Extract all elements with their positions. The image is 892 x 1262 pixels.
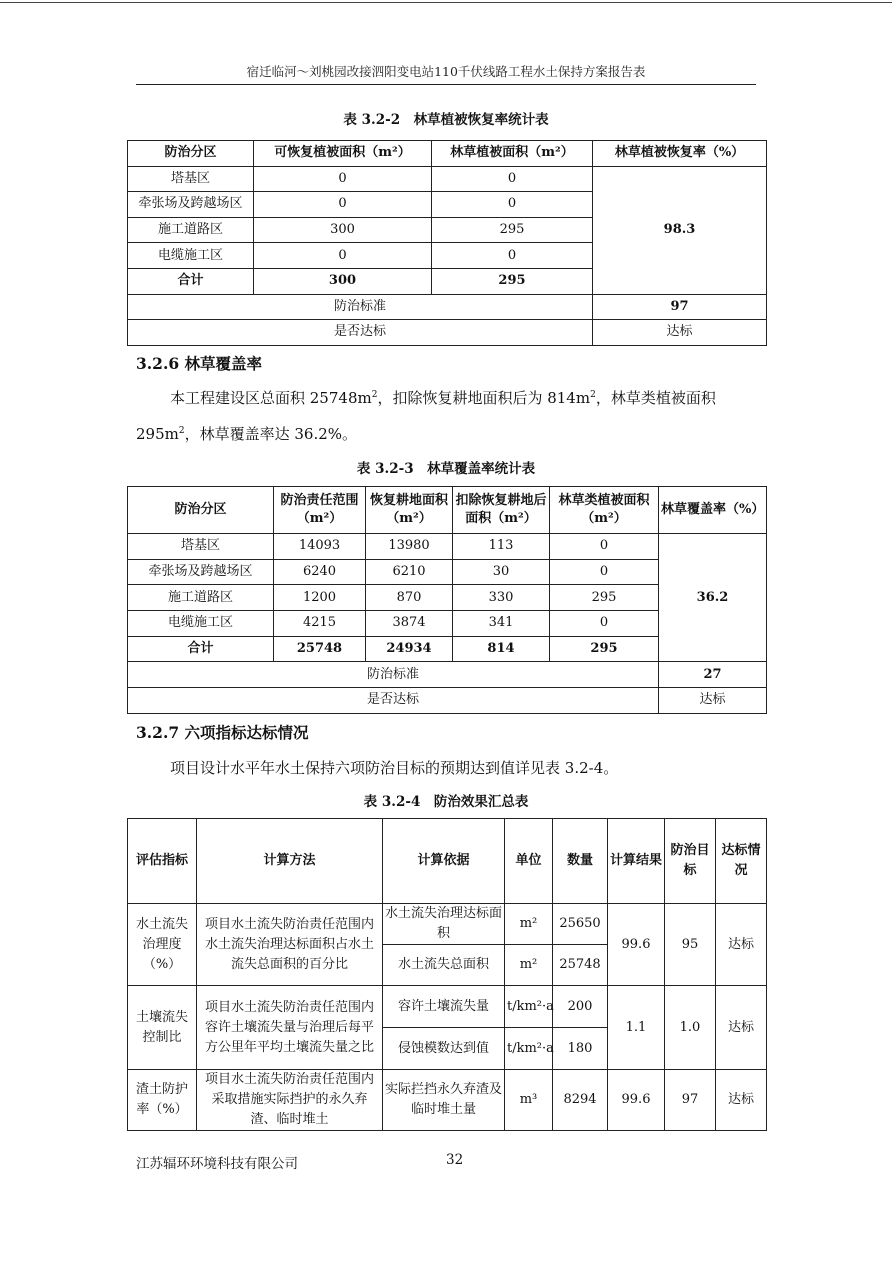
basis-cell: 实际拦挡永久弃渣及临时堆土量 — [383, 1070, 505, 1131]
superscript: 2 — [590, 390, 596, 400]
vegetation-coverage-table — [127, 486, 767, 714]
value-cell: 6240 — [274, 559, 366, 585]
header-cell: 评估指标 — [128, 819, 197, 904]
target-cell: 97 — [665, 1070, 716, 1131]
total-value: 25748 — [274, 636, 366, 662]
zone-cell: 电缆施工区 — [128, 243, 254, 269]
value-cell: 6210 — [366, 559, 453, 585]
header-cell: 达标情况 — [716, 819, 767, 904]
header-cell: 防治目标 — [665, 819, 716, 904]
value-cell: 14093 — [274, 534, 366, 560]
table1-caption: 表 3.2-2 林草植被恢复率统计表 — [343, 112, 549, 128]
unit-cell: m² — [505, 904, 553, 945]
result-cell: 99.6 — [608, 1070, 665, 1131]
header-cell: 数量 — [553, 819, 608, 904]
table-row — [128, 534, 767, 560]
table-row — [128, 904, 767, 945]
basis-cell: 水土流失总面积 — [383, 945, 505, 986]
basis-cell: 侵蚀模数达到值 — [383, 1028, 505, 1070]
section-heading-327: 3.2.7 六项指标达标情况 — [136, 723, 309, 742]
page-number: 32 — [446, 1152, 464, 1168]
value-cell: 0 — [432, 166, 593, 192]
basis-cell: 水土流失治理达标面积 — [383, 904, 505, 945]
recovery-rate-cell: 98.3 — [593, 166, 767, 294]
superscript: 2 — [371, 390, 378, 400]
header-cell: 林草覆盖率（%） — [659, 487, 767, 534]
table3-caption: 表 3.2-4 防治效果汇总表 — [363, 794, 529, 810]
header-cell: 计算方法 — [197, 819, 383, 904]
target-cell: 95 — [665, 904, 716, 986]
compliance-label: 是否达标 — [128, 320, 593, 346]
value-cell: 0 — [432, 192, 593, 218]
unit-cell: m³ — [505, 1070, 553, 1131]
header-cell: 林草植被面积（m²） — [432, 141, 593, 167]
header-cell: 防治责任范围（m²） — [274, 487, 366, 534]
text-run: ，林草类植被面积 295m — [136, 389, 716, 443]
control-effect-summary-table — [127, 818, 767, 1131]
section-326-paragraph — [136, 380, 760, 452]
status-cell: 达标 — [716, 1070, 767, 1131]
page-top-border — [0, 2, 892, 3]
compliance-label: 是否达标 — [128, 688, 659, 714]
indicator-cell: 渣土防护率（%） — [128, 1070, 197, 1131]
standard-value: 97 — [593, 294, 767, 320]
total-value: 24934 — [366, 636, 453, 662]
table-header-row — [128, 141, 767, 167]
value-cell: 300 — [254, 217, 432, 243]
value-cell: 13980 — [366, 534, 453, 560]
compliance-value: 达标 — [659, 688, 767, 714]
unit-cell: t/km²·a — [505, 986, 553, 1028]
value-cell: 0 — [432, 243, 593, 269]
status-cell: 达标 — [716, 904, 767, 986]
total-value: 295 — [432, 268, 593, 294]
header-rule — [136, 84, 756, 85]
header-cell: 林草类植被面积（m²） — [550, 487, 659, 534]
method-cell: 项目水土流失防治责任范围内容许土壤流失量与治理后每平方公里年平均土壤流失量之比 — [197, 986, 383, 1070]
value-cell: 0 — [550, 559, 659, 585]
standard-label: 防治标准 — [128, 662, 659, 688]
quantity-cell: 200 — [553, 986, 608, 1028]
standard-row — [128, 662, 767, 688]
quantity-cell: 25650 — [553, 904, 608, 945]
zone-cell: 牵张场及跨越场区 — [128, 559, 274, 585]
basis-cell: 容许土壤流失量 — [383, 986, 505, 1028]
zone-cell: 塔基区 — [128, 534, 274, 560]
result-cell: 99.6 — [608, 904, 665, 986]
header-cell: 林草植被恢复率（%） — [593, 141, 767, 167]
quantity-cell: 25748 — [553, 945, 608, 986]
total-label: 合计 — [128, 268, 254, 294]
compliance-value: 达标 — [593, 320, 767, 346]
total-value: 814 — [453, 636, 550, 662]
header-cell: 恢复耕地面积（m²） — [366, 487, 453, 534]
value-cell: 341 — [453, 611, 550, 637]
table-row — [128, 1070, 767, 1131]
value-cell: 3874 — [366, 611, 453, 637]
value-cell: 295 — [432, 217, 593, 243]
header-cell: 单位 — [505, 819, 553, 904]
total-value: 300 — [254, 268, 432, 294]
header-cell: 计算依据 — [383, 819, 505, 904]
header-cell: 扣除恢复耕地后面积（m²） — [453, 487, 550, 534]
zone-cell: 塔基区 — [128, 166, 254, 192]
compliance-row — [128, 688, 767, 714]
value-cell: 4215 — [274, 611, 366, 637]
text-run: ，扣除恢复耕地面积后为 814m — [377, 389, 591, 407]
total-value: 295 — [550, 636, 659, 662]
value-cell: 30 — [453, 559, 550, 585]
value-cell: 330 — [453, 585, 550, 611]
indicator-cell: 土壤流失控制比 — [128, 986, 197, 1070]
value-cell: 870 — [366, 585, 453, 611]
section-heading-326: 3.2.6 林草覆盖率 — [136, 354, 263, 373]
value-cell: 113 — [453, 534, 550, 560]
standard-value: 27 — [659, 662, 767, 688]
result-cell: 1.1 — [608, 986, 665, 1070]
table-header-row — [128, 487, 767, 534]
table-row — [128, 166, 767, 192]
value-cell: 1200 — [274, 585, 366, 611]
table2-caption: 表 3.2-3 林草覆盖率统计表 — [356, 461, 536, 477]
table-row — [128, 986, 767, 1028]
section-327-paragraph: 项目设计水平年水土保持六项防治目标的预期达到值详见表 3.2-4。 — [170, 759, 619, 777]
standard-row — [128, 294, 767, 320]
status-cell: 达标 — [716, 986, 767, 1070]
method-cell: 项目水土流失防治责任范围内采取措施实际挡护的永久弃渣、临时堆土 — [197, 1070, 383, 1131]
vegetation-recovery-table — [127, 140, 767, 346]
quantity-cell: 8294 — [553, 1070, 608, 1131]
superscript: 2 — [178, 426, 185, 436]
zone-cell: 施工道路区 — [128, 585, 274, 611]
zone-cell: 电缆施工区 — [128, 611, 274, 637]
value-cell: 0 — [550, 611, 659, 637]
text-run: ，林草覆盖率达 36.2%。 — [184, 425, 358, 443]
page-header: 宿迁临河～刘桃园改接泗阳变电站110千伏线路工程水土保持方案报告表 — [246, 64, 646, 79]
total-label: 合计 — [128, 636, 274, 662]
target-cell: 1.0 — [665, 986, 716, 1070]
header-cell: 防治分区 — [128, 487, 274, 534]
table-header-row — [128, 819, 767, 904]
header-cell: 计算结果 — [608, 819, 665, 904]
quantity-cell: 180 — [553, 1028, 608, 1070]
value-cell: 0 — [254, 192, 432, 218]
value-cell: 0 — [254, 243, 432, 269]
method-cell: 项目水土流失防治责任范围内水土流失治理达标面积占水土流失总面积的百分比 — [197, 904, 383, 986]
zone-cell: 施工道路区 — [128, 217, 254, 243]
unit-cell: m² — [505, 945, 553, 986]
footer-company: 江苏辐环环境科技有限公司 — [136, 1156, 298, 1172]
header-cell: 可恢复植被面积（m²） — [254, 141, 432, 167]
compliance-row — [128, 320, 767, 346]
value-cell: 0 — [254, 166, 432, 192]
unit-cell: t/km²·a — [505, 1028, 553, 1070]
indicator-cell: 水土流失治理度（%） — [128, 904, 197, 986]
text-run: 本工程建设区总面积 25748m — [170, 389, 372, 407]
standard-label: 防治标准 — [128, 294, 593, 320]
value-cell: 295 — [550, 585, 659, 611]
value-cell: 0 — [550, 534, 659, 560]
header-cell: 防治分区 — [128, 141, 254, 167]
zone-cell: 牵张场及跨越场区 — [128, 192, 254, 218]
coverage-rate-cell: 36.2 — [659, 534, 767, 662]
